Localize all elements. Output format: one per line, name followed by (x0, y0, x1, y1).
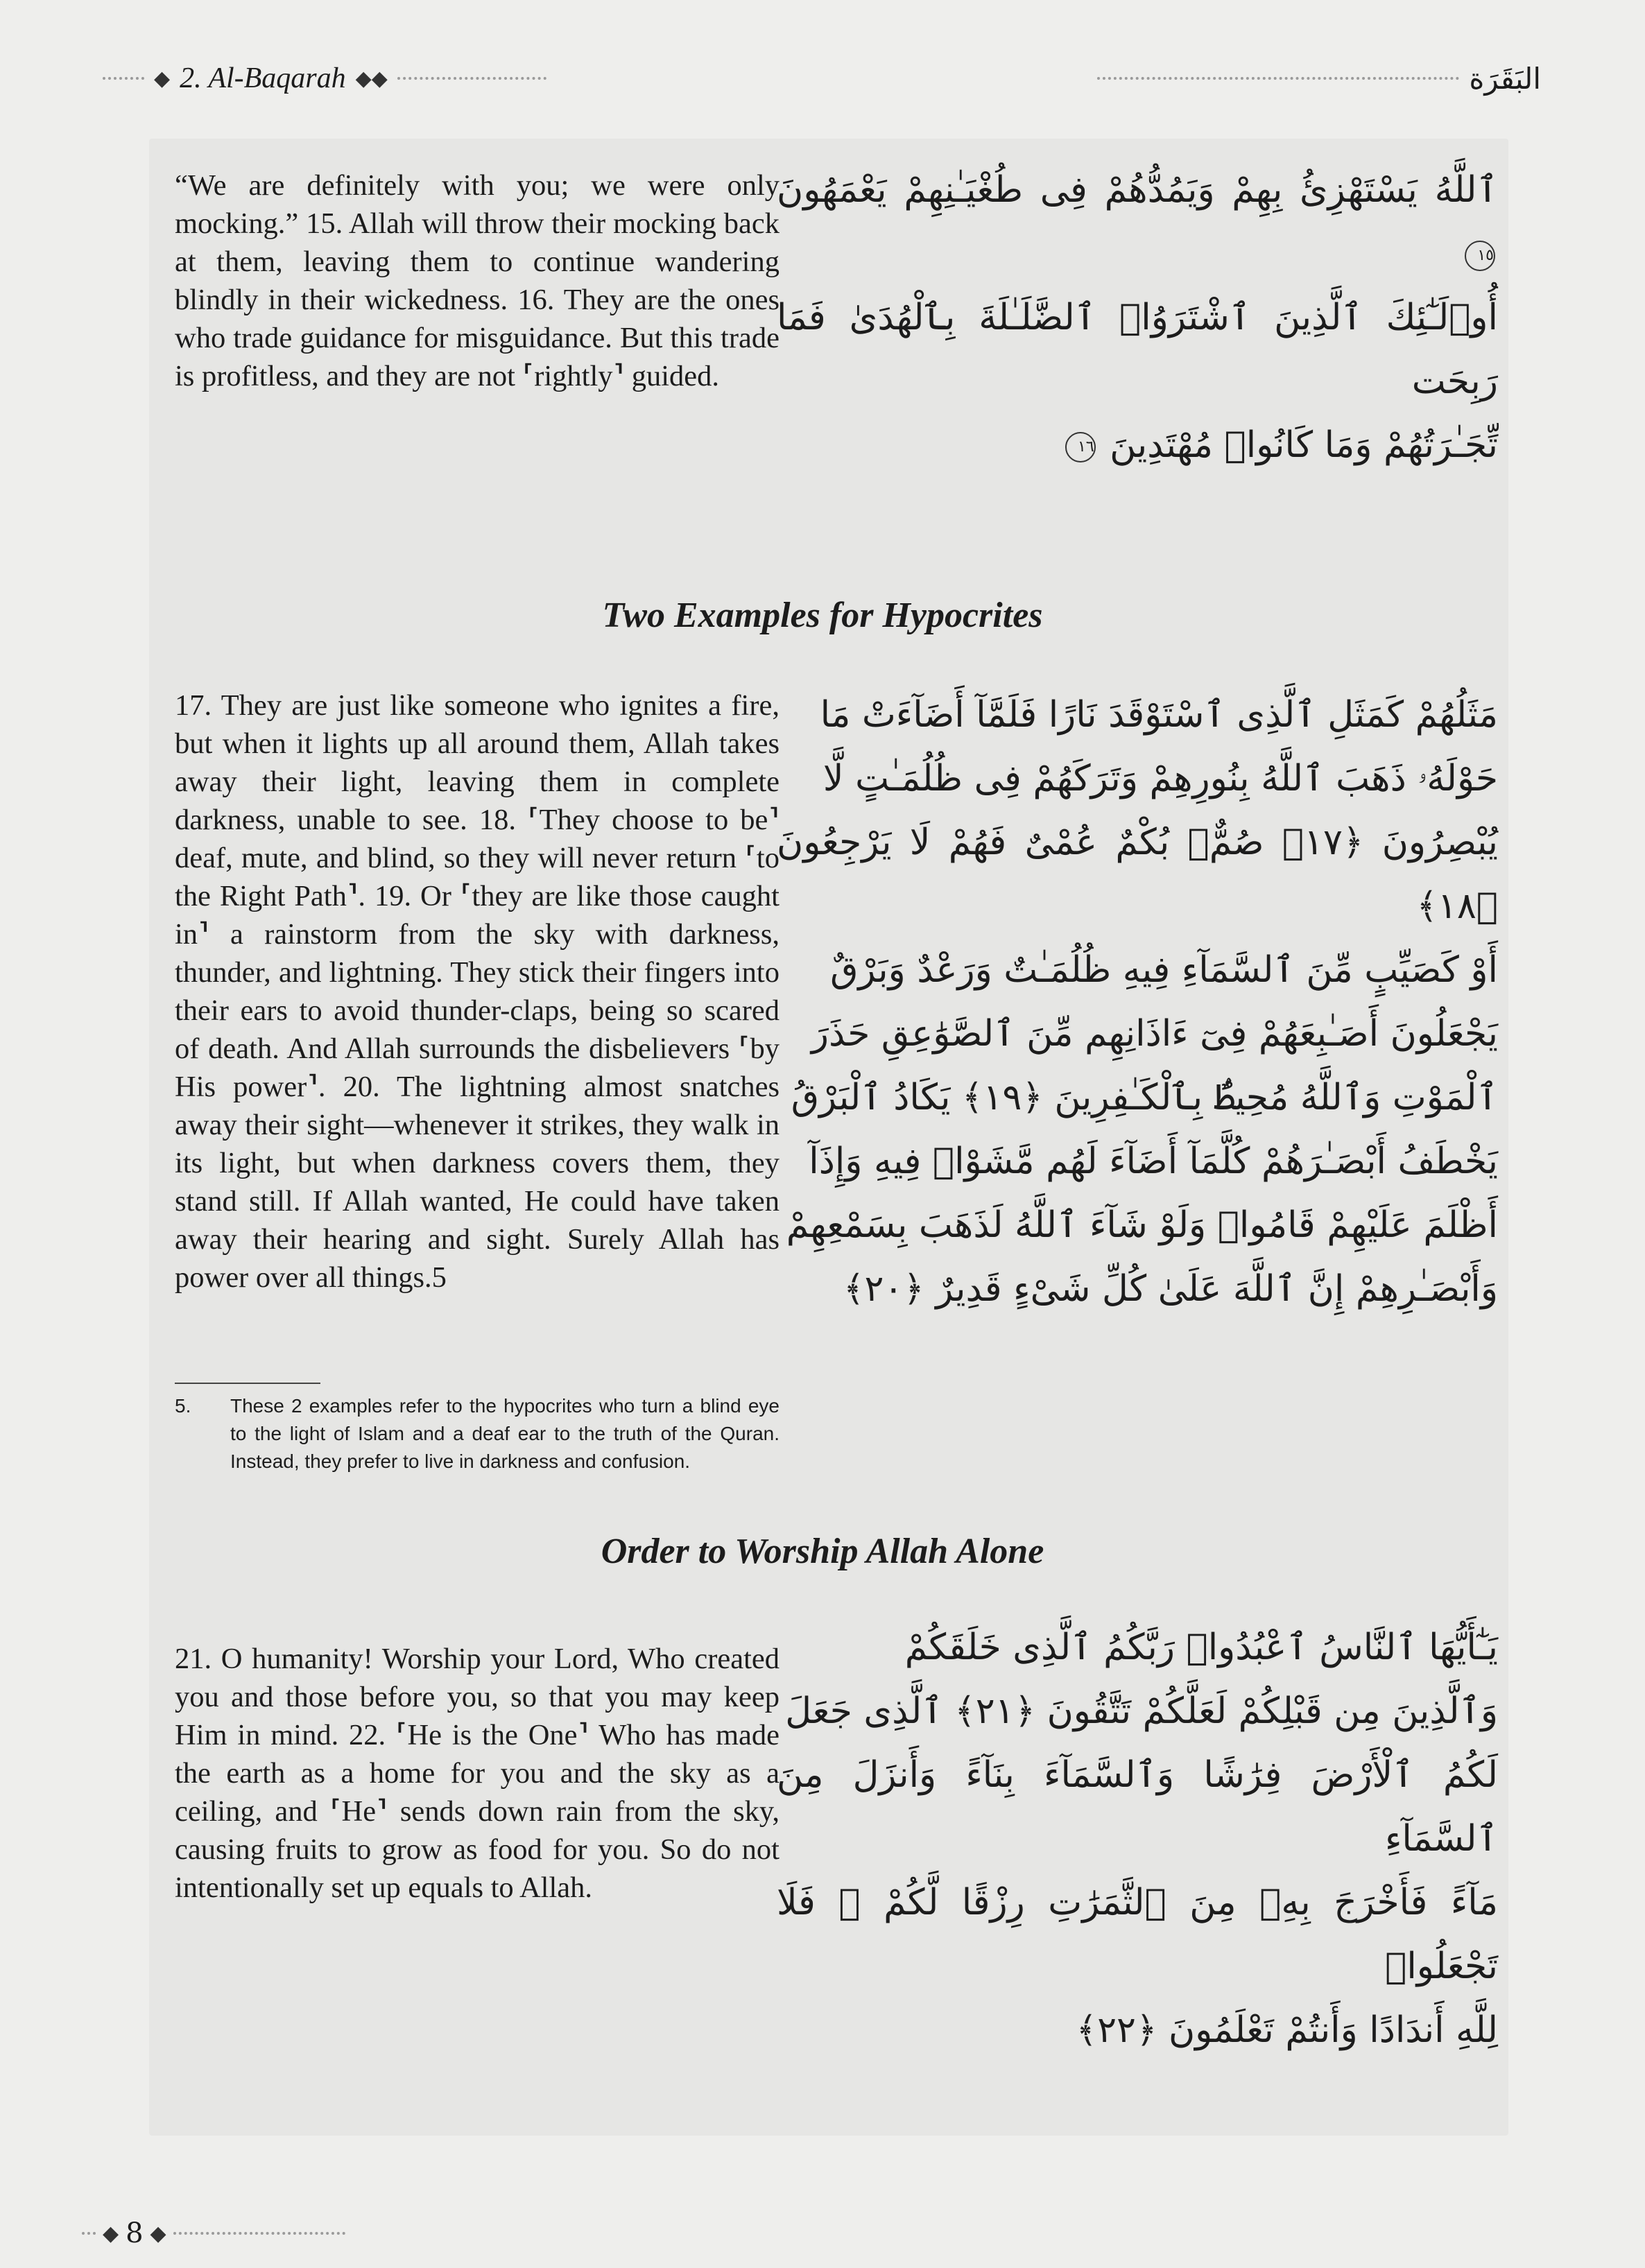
ornament-icon: ◆ (103, 2221, 119, 2246)
arabic-line: وَٱلَّذِينَ مِن قَبْلِكُمْ لَعَلَّكُمْ تَتَّقُونَ ﴿٢١﴾ ٱلَّذِى جَعَلَ (785, 1690, 1498, 1732)
surah-title-arabic: البَقَرَة (1469, 61, 1541, 96)
arabic-line: يَخْطَفُ أَبْصَـٰرَهُمْ كُلَّمَآ أَضَآءَ لَهُم مَّشَوْا۟ فِيهِ وَإِذَآ (809, 1141, 1498, 1182)
arabic-line: يَجْعَلُونَ أَصَـٰبِعَهُمْ فِىٓ ءَاذَانِهِم مِّنَ ٱلصَّوَٰعِقِ حَذَرَ (811, 1013, 1498, 1055)
translation-verses-21-22: 21. O humanity! Worship your Lord, Who created you and those before you, so that you may keep Him in mind. 22. ⸢He is the One⸣ Who has made the earth as a home for you and the sky as a ceiling, and ⸢He⸣ sends down rain from the sky, causing fruits to grow as food for you. So do not intentionally set up equals to Allah. (175, 1643, 780, 1904)
section-heading-worship: Order to Worship Allah Alone (601, 1532, 1044, 1571)
arabic-line: ٱللَّهُ يَسْتَهْزِئُ بِهِمْ وَيَمُدُّهُمْ فِى طُغْيَـٰنِهِمْ يَعْمَهُونَ ١٥ (777, 158, 1498, 286)
header-dots (1097, 77, 1459, 80)
arabic-line: لَكُمُ ٱلْأَرْضَ فِرَٰشًا وَٱلسَّمَآءَ بِنَآءً وَأَنزَلَ مِنَ ٱلسَّمَآءِ (777, 1754, 1498, 1860)
translation-verses-17-20: 17. They are just like someone who ignites a fire, but when it lights up all around them, Allah takes away their light, leaving them in complete darkness, unable to see. 18. ⸢They choose to be⸣ deaf, mute, and blind, so they will never return ⸢to the Right Path⸣. 19. Or ⸢they are like those caught in⸣ a rainstorm from the sky with darkness, thunder, and lightning. They stick their fingers into their ears to avoid thunder-claps, being so scared of death. And Allah surrounds the disbelievers ⸢by His power⸣. 20. The lightning almost snatches away their sight—whenever it strikes, they walk in its light, but when darkness covers them, they stand still. If Allah wanted, He could have taken away their hearing and sight. Surely Allah has power over all things.5 (175, 689, 780, 1294)
arabic-verses-15-16 (777, 158, 1498, 477)
arabic-line: ٱلْمَوْتِ وَٱللَّهُ مُحِيطٌۢ بِٱلْكَـٰفِرِينَ ﴿١٩﴾ يَكَادُ ٱلْبَرْقُ (791, 1077, 1498, 1118)
ornament-icon: ◆◆ (355, 66, 388, 91)
header-dots (397, 77, 546, 80)
arabic-verses-21-22 (777, 1616, 1498, 2062)
arabic-line: مَآءً فَأَخْرَجَ بِهِۦ مِنَ ٱلثَّمَرَٰتِ رِزْقًا لَّكُمْ ۖ فَلَا تَجْعَلُوا۟ (777, 1882, 1498, 1987)
footnote-text: These 2 examples refer to the hypocrites who turn a blind eye to the light of Islam and a deaf ear to the truth of the Quran. Instead, they prefer to live in darkness and confusion. (230, 1395, 780, 1472)
page-footer (82, 2217, 345, 2249)
arabic-verses-17-20 (777, 683, 1498, 1321)
arabic-line: أُو۟لَـٰٓئِكَ ٱلَّذِينَ ٱشْتَرَوُا۟ ٱلضَّلَـٰلَةَ بِٱلْهُدَىٰ فَمَا رَبِحَت (777, 297, 1498, 402)
ornament-icon: ◆ (154, 66, 171, 91)
running-header-left (103, 54, 546, 103)
arabic-line: أَظْلَمَ عَلَيْهِمْ قَامُوا۟ وَلَوْ شَآءَ ٱللَّهُ لَذَهَبَ بِسَمْعِهِمْ (786, 1204, 1498, 1246)
arabic-line: حَوْلَهُۥ ذَهَبَ ٱللَّهُ بِنُورِهِمْ وَتَرَكَهُمْ فِى ظُلُمَـٰتٍ لَّا (822, 758, 1498, 799)
arabic-line: لِلَّهِ أَندَادًا وَأَنتُمْ تَعْلَمُونَ ﴿٢٢﴾ (1076, 2009, 1498, 2051)
arabic-line: تِّجَـٰرَتُهُمْ وَمَا كَانُوا۟ مُهْتَدِينَ ١٦ (777, 413, 1498, 477)
footer-dots (82, 2232, 96, 2235)
verse-mark: ١٥ (1465, 241, 1495, 271)
footnote-5 (175, 1392, 780, 1475)
running-header-right (1097, 54, 1541, 103)
translation-verses-15-16: “We are definitely with you; we were only mocking.” 15. Allah will throw their mocking back at them, leaving them to continue wandering blindly in their wickedness. 16. They are the ones who trade guidance for misguidance. But this trade is profitless, and they are not ⸢rightly⸣ guided. (175, 169, 780, 392)
arabic-line: أَوْ كَصَيِّبٍ مِّنَ ٱلسَّمَآءِ فِيهِ ظُلُمَـٰتٌ وَرَعْدٌ وَبَرْقٌ (830, 949, 1498, 991)
arabic-line: مَثَلُهُمْ كَمَثَلِ ٱلَّذِى ٱسْتَوْقَدَ نَارًا فَلَمَّآ أَضَآءَتْ مَا (820, 694, 1498, 736)
surah-title-english: 2. Al-Baqarah (180, 62, 346, 94)
ornament-icon: ◆ (150, 2221, 166, 2246)
header-dots (103, 77, 144, 80)
arabic-line: وَأَبْصَـٰرِهِمْ إِنَّ ٱللَّهَ عَلَىٰ كُلِّ شَىْءٍ قَدِيرٌ ﴿٢٠﴾ (843, 1268, 1498, 1310)
page-number: 8 (126, 2217, 144, 2249)
footnote-rule (175, 1383, 320, 1384)
arabic-line: يَـٰٓأَيُّهَا ٱلنَّاسُ ٱعْبُدُوا۟ رَبَّكُمُ ٱلَّذِى خَلَقَكُمْ (904, 1627, 1498, 1668)
arabic-line: يُبْصِرُونَ ﴿١٧﴾ صُمٌّۢ بُكْمٌ عُمْىٌ فَهُمْ لَا يَرْجِعُونَ ﴿١٨﴾ (777, 822, 1498, 927)
footer-dots (173, 2232, 345, 2235)
section-heading-two-examples: Two Examples for Hypocrites (602, 596, 1043, 635)
verse-mark: ١٦ (1065, 432, 1096, 462)
footnote-number: 5. (175, 1395, 191, 1417)
